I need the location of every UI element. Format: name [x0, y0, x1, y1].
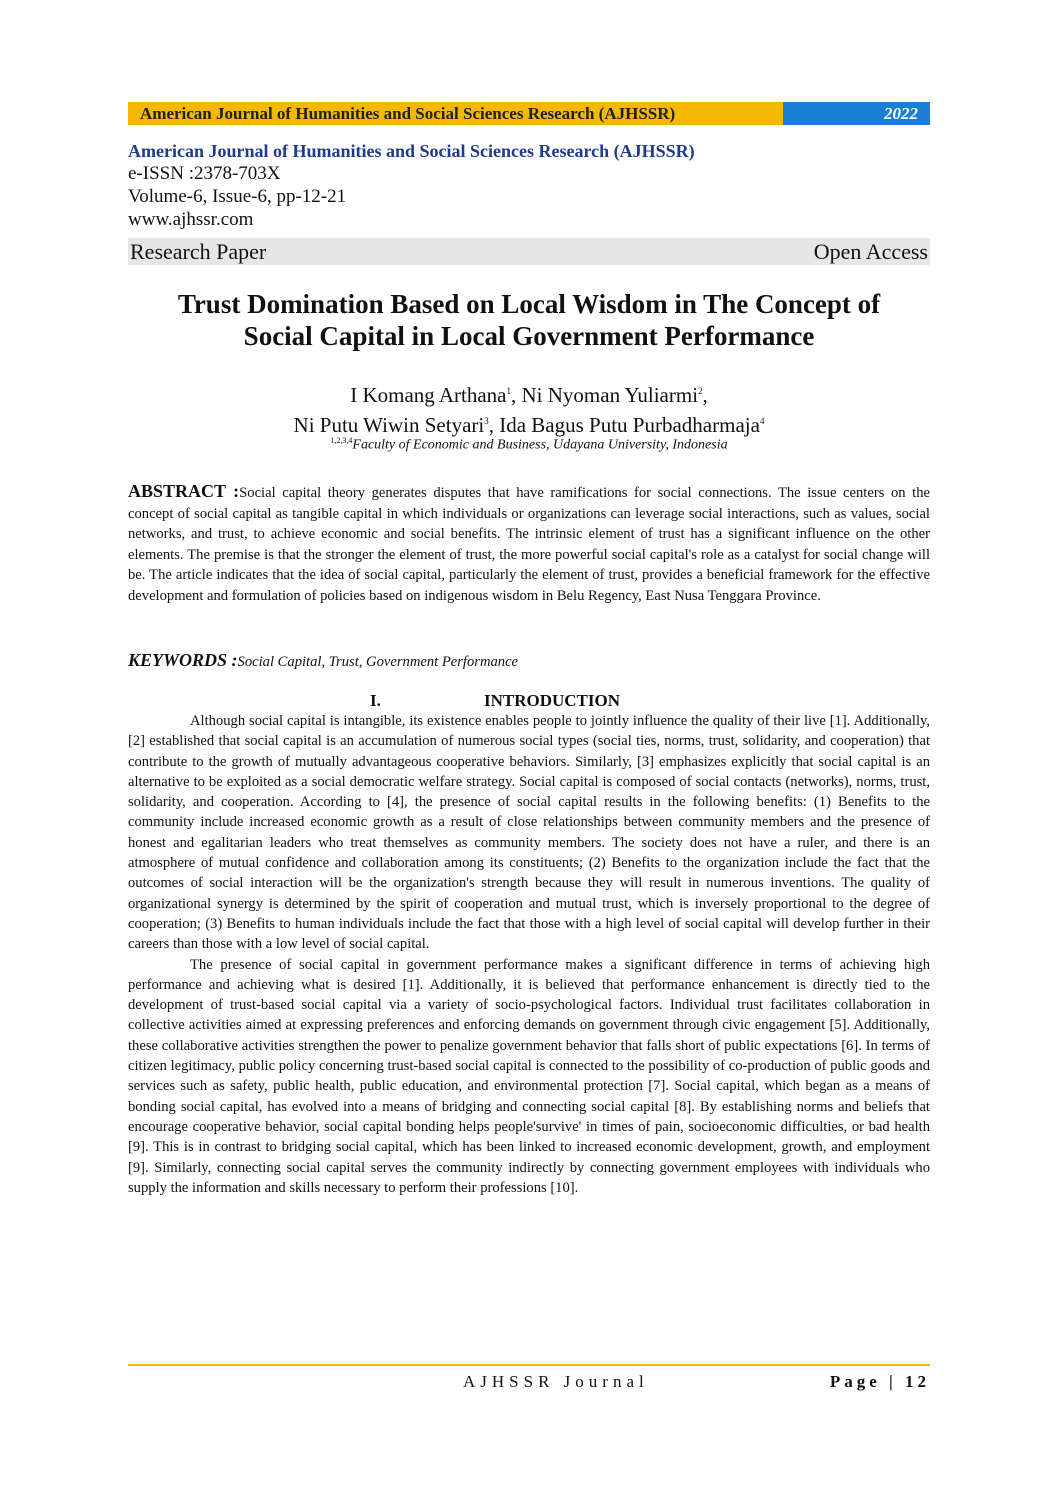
volume-issue: Volume-6, Issue-6, pp-12-21	[128, 186, 347, 207]
keywords	[128, 650, 930, 672]
paper-type: Research Paper	[130, 238, 267, 264]
paragraph-2: The presence of social capital in government performance makes a significant difference in terms of achieving high performance and achieving what is desired [1]. Additionally, it is believed that performance enhancement is directly tied to the development of trust-based social capital via a variety of socio-psychological factors. Individual trust facilitates collaboration in collective activities aimed at expressing preferences and enforcing demands on government through civic engagement [5]. Additionally, these collaborative activities strengthen the power to penalize government behavior that falls short of public expectations [6]. In terms of citizen legitimacy, public policy concerning trust-based social capital is connected to the possibility of co-production of public goods and services such as safety, public health, public education, and environmental protection [7]. Social capital, which began as a means of bonding social capital, has evolved into a means of bridging and connecting social capital [8]. By establishing norms and beliefs that encourage cooperative behavior, social capital bonding helps people'survive' in times of pain, socioeconomic difficulties, or bad health [9]. This is in contrast to bridging social capital, which has been linked to increased economic development, growth, and employment [9]. Similarly, connecting social capital serves the community indirectly by connecting government employees with individuals who supply the information and skills necessary to perform their professions [10].	[128, 956, 930, 1196]
author-2: Ni Nyoman Yuliarmi	[521, 383, 699, 407]
header-year: 2022	[783, 102, 930, 125]
page-footer	[128, 1372, 930, 1396]
author-4-sup: 4	[759, 416, 765, 426]
keywords-label: KEYWORDS :	[128, 650, 238, 670]
affiliation	[128, 432, 930, 455]
paper-type-bar	[128, 238, 930, 265]
section-number: I.	[370, 691, 381, 710]
title-line-2: Social Capital in Local Government Performance	[243, 321, 815, 351]
author-4: Ida Bagus Putu Purbadharmaja	[499, 413, 760, 437]
footer-divider	[128, 1364, 930, 1366]
abstract-label: ABSTRACT :	[128, 481, 240, 501]
author-2-sup: 2	[698, 386, 703, 396]
paper-title	[128, 288, 930, 352]
abstract	[128, 481, 930, 606]
access-type: Open Access	[813, 238, 928, 264]
author-list: I Komang Arthana$^1$, Ni Nyoman Yuliarmi$^2$, Ni Putu Wiwin Setyari$^3$, Ida Bagus Putu Purbadharmaja$^4$	[293, 383, 765, 437]
paragraph-1: Although social capital is intangible, its existence enables people to jointly influence the quality of their live [1]. Additionally, [2] established that social capital is an accumulation of numerous social types (social ties, norms, trust, solidarity, and cooperation) that contribute to the growth of mutually advantageous cooperative behaviors. Similarly, [3] emphasizes explicitly that social capital is an alternative to be exploited as a social democratic welfare strategy. Social capital is composed of social contacts (networks), norms, trust, solidarity, and cooperation. According to [4], the presence of social capital results in the following benefits: (1) Benefits to the community include increased economic growth as a result of close relationships between community members and the presence of honest and egalitarian leaders who treat themselves as community members. The society does not have a ruler, and there is an atmosphere of mutual confidence and collaboration among its constituents; (2) Benefits to the organization include the fact that the outcomes of social interaction will be the organization's strength because they will result in numerous inventions. The quality of organizational synergy is determined by the spirit of cooperation and mutual trust, which is inversely proportional to the degree of cooperation; (3) Benefits to human individuals include the fact that those with a high level of social capital will develop further in their careers than those with a low level of social capital.	[128, 713, 930, 953]
page-number: Page | 12	[829, 1372, 930, 1391]
introduction-body	[128, 711, 930, 1198]
journal-meta	[128, 140, 930, 231]
website-link[interactable]: www.ajhssr.com	[128, 209, 254, 230]
author-3-sup: 3	[484, 416, 489, 426]
affiliation-sup: 1,2,3,4	[330, 436, 353, 445]
author-3: Ni Putu Wiwin Setyari	[293, 413, 485, 437]
abstract-text: Social capital theory generates disputes that have ramifications for social connections. The issue centers on the concept of social capital as tangible capital in which individuals or organizations can leverage social interactions, such as values, social networks, and trust, to achieve economic and social benefits. The intrinsic element of trust has a significant influence on the other elements. The premise is that the stronger the element of trust, the more powerful social capital's role as a catalyst for social change will be. The article indicates that the idea of social capital, particularly the element of trust, provides a beneficial framework for the effective development and formulation of policies based on indigenous wisdom in Belu Regency, East Nusa Tenggara Province.	[128, 485, 930, 604]
author-1-sup: 1	[506, 386, 511, 396]
keywords-text: Social Capital, Trust, Government Performance	[237, 654, 519, 670]
affiliation-text: Faculty of Economic and Business, Udayana University, Indonesia	[352, 437, 728, 453]
running-header	[128, 102, 930, 125]
footer-journal: AJHSSR Journal	[463, 1372, 649, 1391]
journal-name: American Journal of Humanities and Social Sciences Research (AJHSSR)	[128, 141, 695, 161]
issn: e-ISSN :2378-703X	[128, 163, 281, 184]
author-1: I Komang Arthana	[350, 383, 507, 407]
section-title: INTRODUCTION	[484, 691, 621, 710]
header-journal-title: American Journal of Humanities and Social Sciences Research (AJHSSR)	[128, 102, 783, 125]
title-line-1: Trust Domination Based on Local Wisdom in The Concept of	[177, 289, 881, 319]
